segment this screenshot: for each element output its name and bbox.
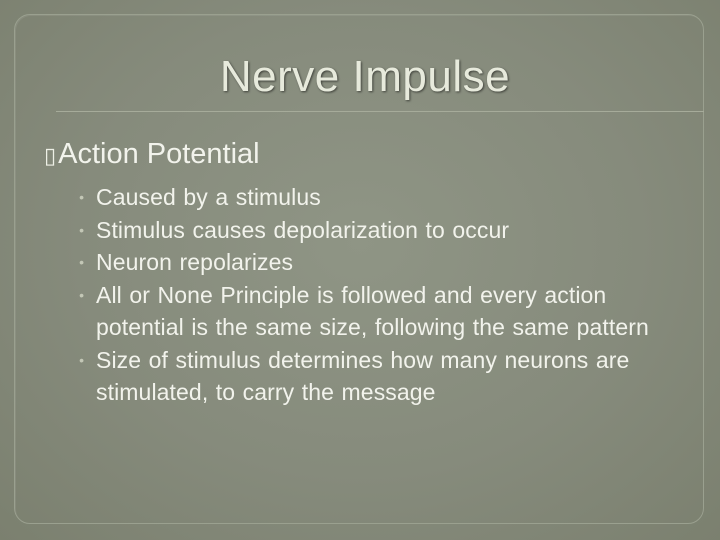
slide-body bbox=[44, 134, 684, 409]
bullet-list bbox=[44, 181, 684, 409]
list-item bbox=[44, 246, 684, 279]
bullet-dot-icon: • bbox=[79, 351, 84, 368]
list-item bbox=[44, 181, 684, 214]
title-divider bbox=[56, 111, 704, 112]
list-item bbox=[44, 214, 684, 247]
slide-title: Nerve Impulse bbox=[219, 52, 511, 101]
square-bullet-icon: ▯ bbox=[44, 144, 57, 169]
list-item-text: All or None Principle is followed and every action potential is the same size, following the same pattern bbox=[96, 281, 649, 340]
list-item-text: Size of stimulus determines how many neurons are stimulated, to carry the message bbox=[96, 346, 630, 405]
heading-label: Action Potential bbox=[58, 138, 260, 170]
list-item-text: Stimulus causes depolarization to occur bbox=[96, 216, 510, 243]
heading-action-potential bbox=[44, 134, 684, 177]
list-item-text: Caused by a stimulus bbox=[96, 184, 321, 210]
bullet-dot-icon: • bbox=[79, 254, 84, 270]
list-item bbox=[44, 344, 684, 409]
list-item bbox=[44, 279, 684, 344]
list-item-text: Neuron repolarizes bbox=[96, 249, 294, 275]
bullet-dot-icon: • bbox=[79, 286, 84, 303]
bullet-dot-icon: • bbox=[79, 221, 84, 238]
bullet-dot-icon: • bbox=[79, 189, 84, 205]
